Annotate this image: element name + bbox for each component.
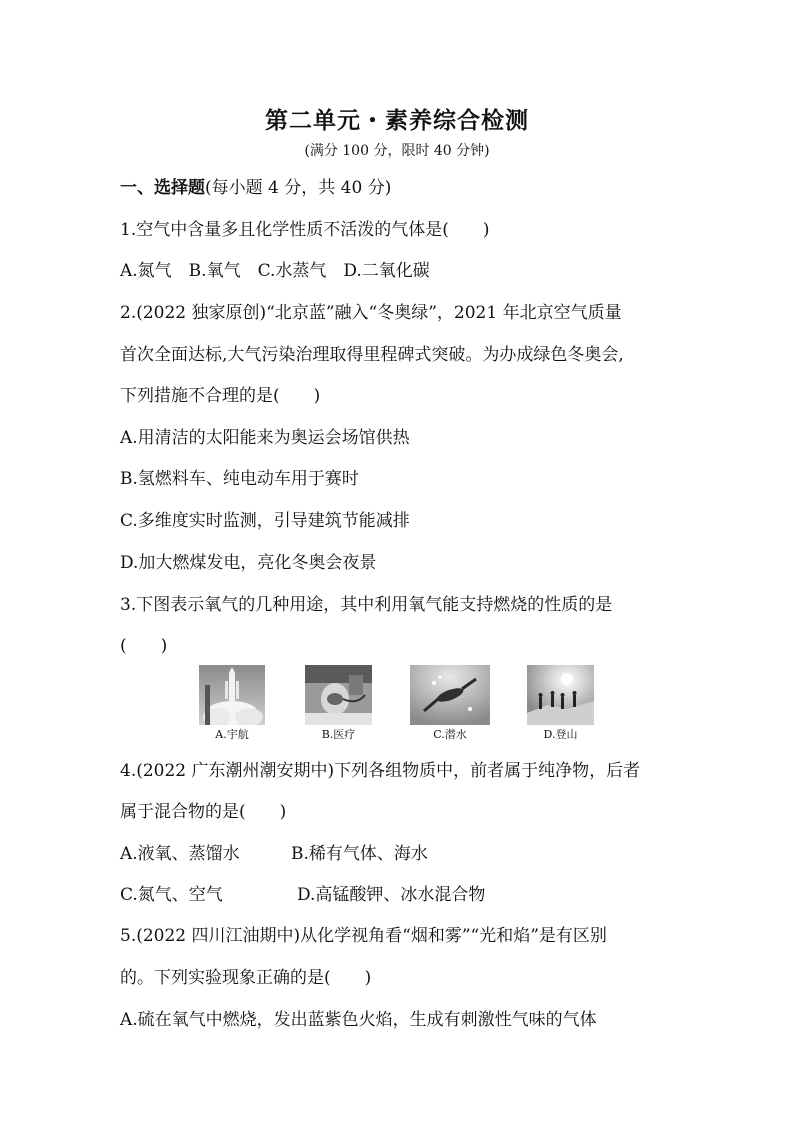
q2-option-b: B.氢燃料车、纯电动车用于赛时 (120, 469, 359, 489)
image-caption-b: B.医疗 (321, 728, 356, 741)
rocket-launch-image (199, 665, 265, 725)
image-caption-a: A.宇航 (215, 728, 249, 741)
section-note: (每小题 4 分，共 40 分) (205, 178, 392, 198)
q2-option-c: C.多维度实时监测，引导建筑节能减排 (120, 511, 410, 531)
q2-option-a: A.用清洁的太阳能来为奥运会场馆供热 (120, 428, 410, 448)
q4-option-c: C.氮气、空气 (120, 885, 223, 905)
q1-options: A.氮气 B.氧气 C.水蒸气 D.二氧化碳 (120, 261, 430, 281)
q5-line2: 的。下列实验现象正确的是( ) (120, 968, 372, 988)
q2-line2: 首次全面达标,大气污染治理取得里程碑式突破。为办成绿色冬奥会, (120, 345, 624, 365)
q2-option-d: D.加大燃煤发电，亮化冬奥会夜景 (120, 553, 377, 573)
q4-line1: 4.(2022 广东潮州潮安期中)下列各组物质中，前者属于纯净物，后者 (120, 761, 641, 781)
q1-stem: 1.空气中含量多且化学性质不活泼的气体是( ) (120, 220, 490, 240)
image-caption-c: C.潜水 (433, 728, 467, 741)
q4-option-b: B.稀有气体、海水 (291, 844, 428, 864)
q5-line1: 5.(2022 四川江油期中)从化学视角看“烟和雾”“光和焰”是有区别 (120, 926, 607, 946)
q2-line3: 下列措施不合理的是( ) (120, 386, 321, 406)
q5-option-a: A.硫在氧气中燃烧，发出蓝紫色火焰，生成有刺激性气味的气体 (120, 1010, 597, 1030)
q2-line1: 2.(2022 独家原创)“北京蓝”融入“冬奥绿”，2021 年北京空气质量 (120, 303, 622, 323)
q4-option-a: A.液氧、蒸馏水 (120, 844, 240, 864)
q3-line2: ( ) (120, 636, 168, 656)
page-subtitle: (满分 100 分，限时 40 分钟) (304, 143, 490, 159)
section-title: 一、选择题 (120, 178, 205, 198)
q4-option-d: D.高锰酸钾、冰水混合物 (297, 885, 486, 905)
q4-line2: 属于混合物的是( ) (120, 802, 287, 822)
q3-line1: 3.下图表示氧气的几种用途，其中利用氧气能支持燃烧的性质的是 (120, 595, 613, 615)
medical-image (305, 665, 372, 725)
image-caption-d: D.登山 (543, 728, 578, 741)
diving-image (410, 665, 490, 725)
section-heading (120, 173, 391, 198)
page-title: 第二单元・素养综合检测 (265, 107, 529, 134)
climbing-image (527, 665, 594, 725)
